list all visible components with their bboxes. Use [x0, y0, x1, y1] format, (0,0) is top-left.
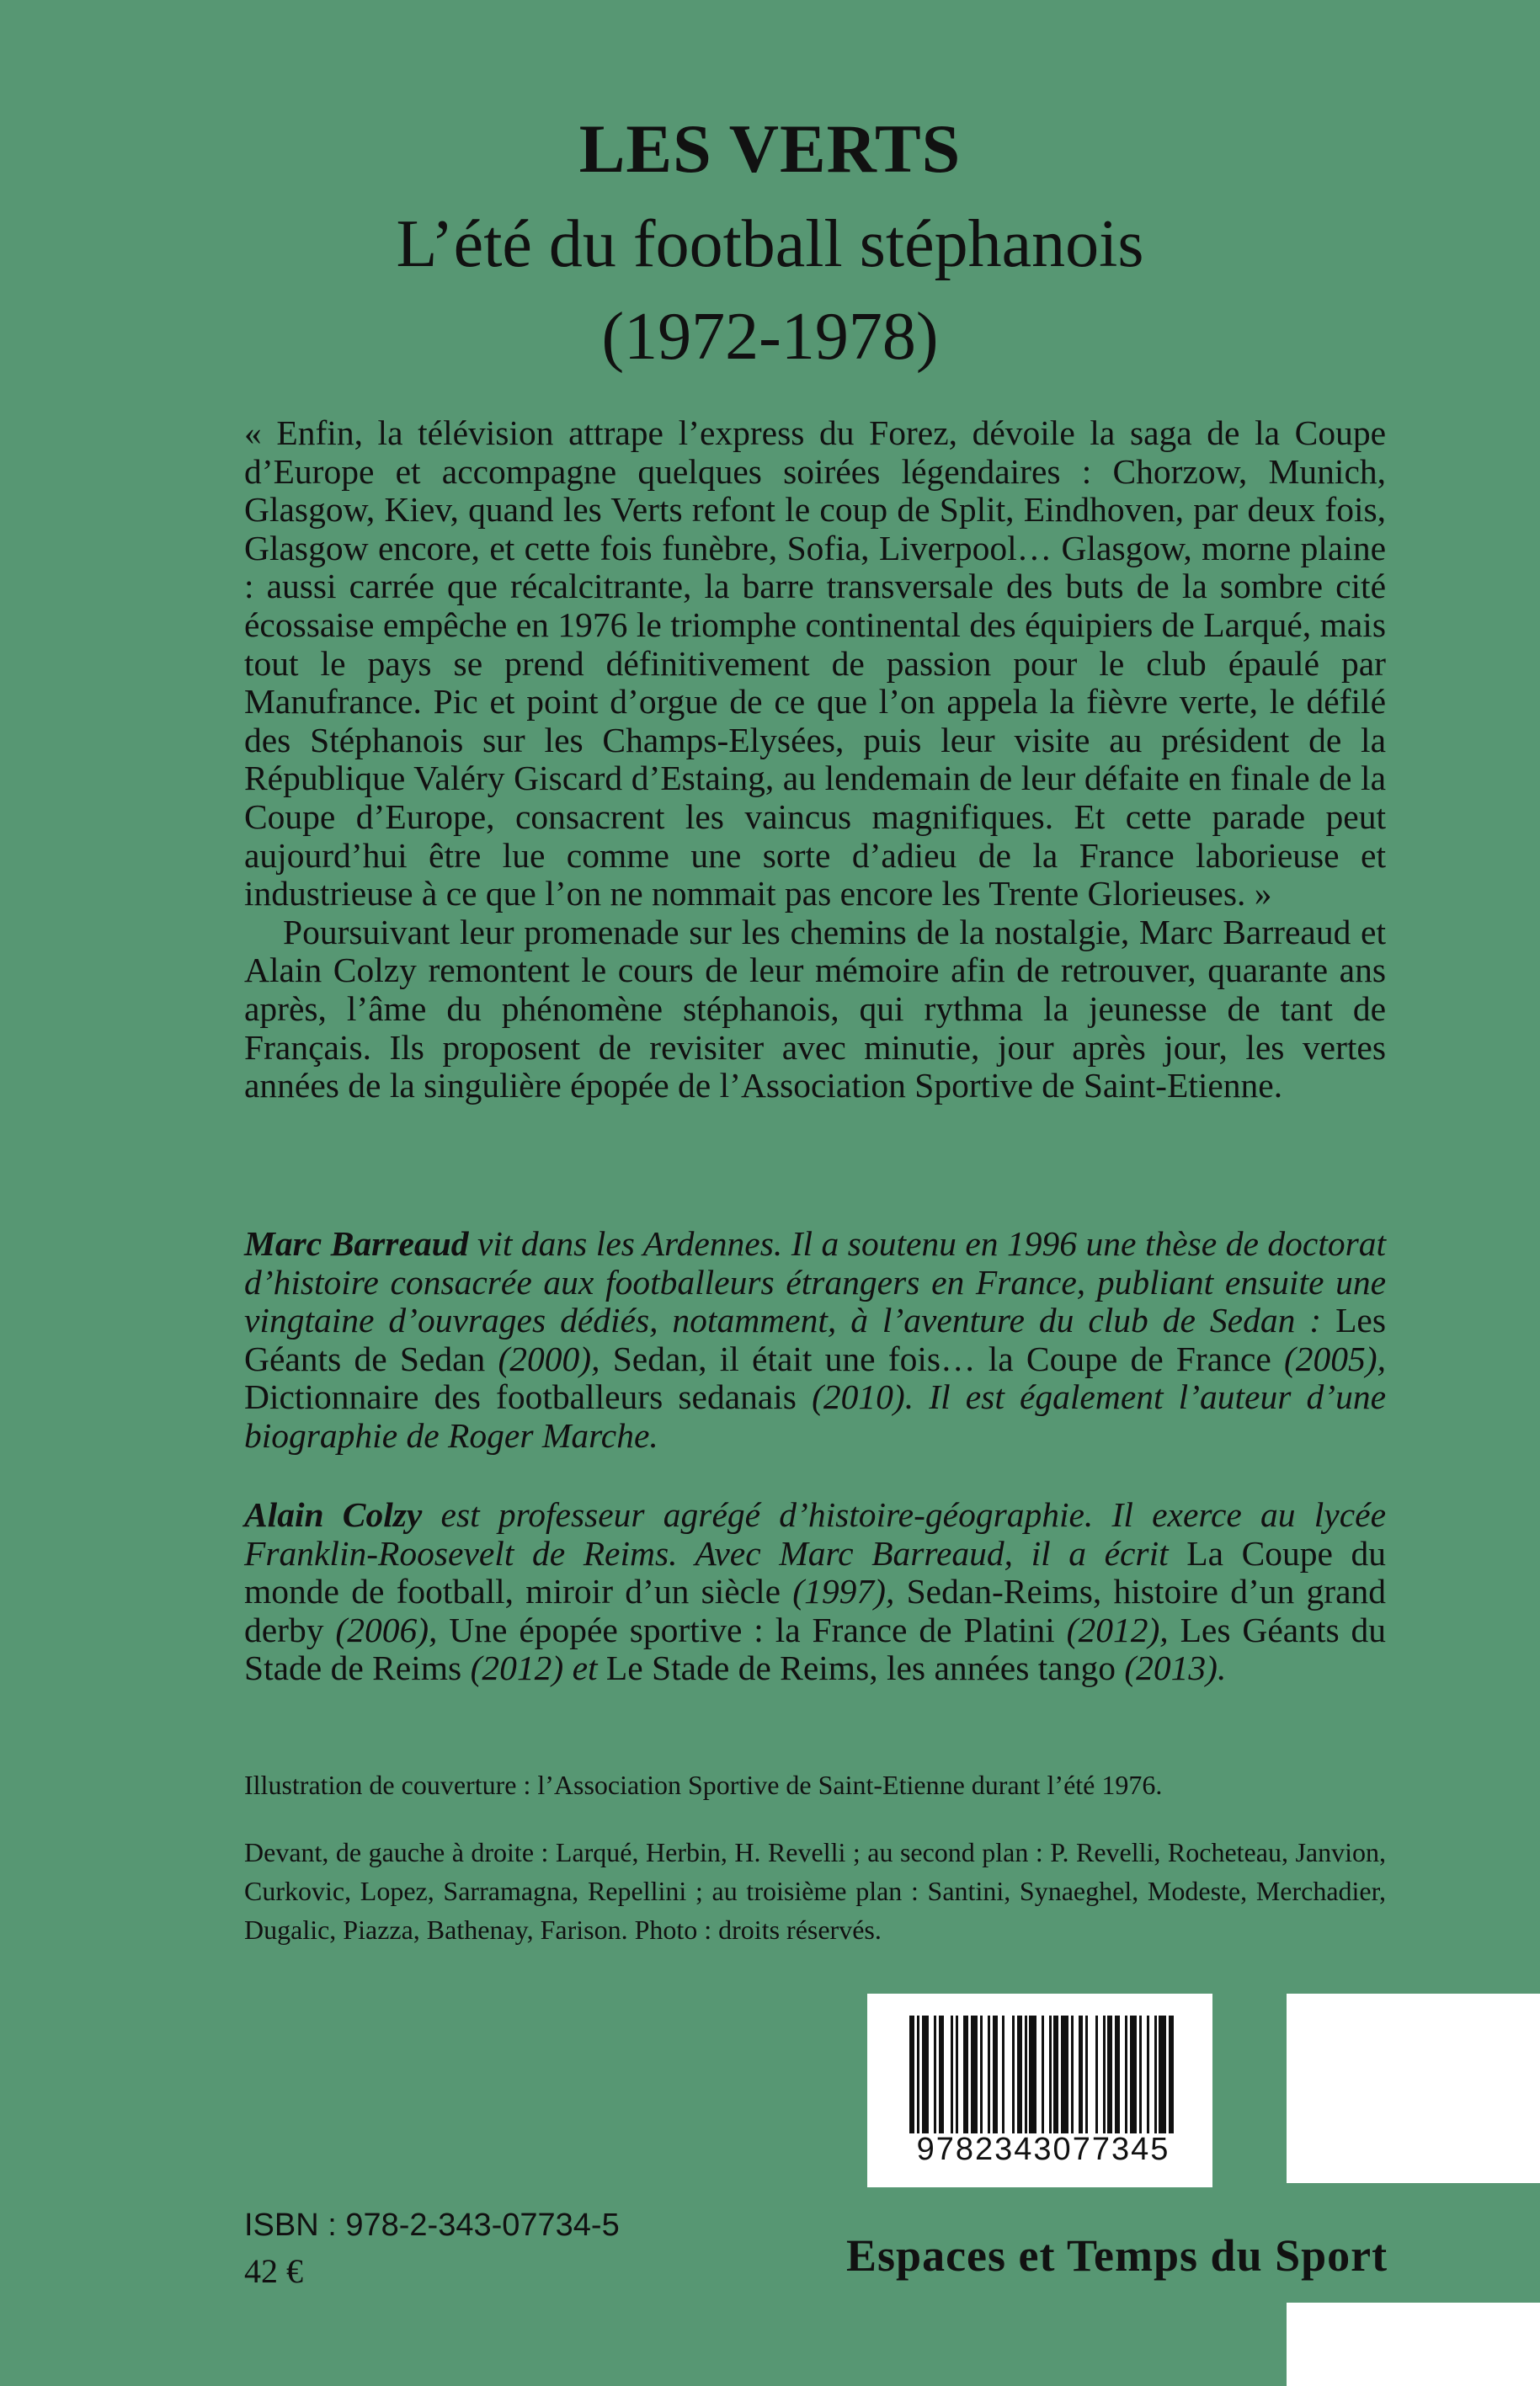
author-bio-barreaud [244, 1225, 1386, 1456]
barcode-bar [1004, 2016, 1012, 2133]
book-ref: Les Géants du Stade de Reims [244, 1610, 1387, 1688]
book-ref: Sedan, il était une fois… la Coupe de France [612, 1339, 1271, 1378]
barcode-bars [909, 2016, 1179, 2133]
caption-line: Devant, de gauche à droite : Larqué, Herbin, H. Revelli ; au second plan : P. Revelli, Rocheteau, Janvion, Curkovic, Lopez, Sarramagna, Repellini ; au troisième plan : Santini, Synaeghel, Modeste, Merchadier, Dugalic, Piazza, Bathenay, Farison. Photo : droits réservés. [244, 1837, 1386, 1945]
cover-caption-players [244, 1833, 1386, 1949]
isbn: ISBN : 978-2-343-07734-5 [244, 2208, 620, 2243]
barcode-bar [1029, 2016, 1036, 2133]
barcode-bar [971, 2016, 978, 2133]
cover-caption [244, 1766, 1386, 1804]
bio-text: (1997), [781, 1572, 907, 1611]
white-panel [1287, 1994, 1540, 2183]
bio-text: (2005), [1271, 1339, 1386, 1378]
bio-text: (2013). [1115, 1648, 1227, 1688]
book-ref: Le Stade de Reims, les années tango [605, 1648, 1116, 1688]
bio-text: (2000), [485, 1339, 613, 1378]
bio-text: (2006), [323, 1610, 450, 1649]
barcode-bar [1088, 2016, 1095, 2133]
book-ref: La Coupe du monde de football, miroir d’un siècle [244, 1533, 1386, 1611]
book-ref: Sedan-Reims, histoire d’un grand derby [244, 1572, 1387, 1649]
series-name: Espaces et Temps du Sport [846, 2230, 1388, 2281]
barcode-bar [1130, 2016, 1138, 2133]
price: 42 € [244, 2252, 303, 2290]
barcode-bar [944, 2016, 951, 2133]
bio-text: est professeur agrégé d’histoire-géographie. Il exerce au lycée Franklin-Roosevelt de Reims. Avec Marc Barreaud, il a écrit [244, 1495, 1386, 1573]
barcode-bar [1159, 2016, 1166, 2133]
bio-text: (2012) et [461, 1648, 606, 1688]
bio-text: vit dans les Ardennes. Il a soutenu en 1996 une thèse de doctorat d’histoire consacrée aux footballeurs étrangers en France, publiant ensuite une vingtaine d’ouvrages dédiés, notamment, à l’aventure du club de Sedan : [244, 1224, 1386, 1340]
blurb-paragraph: Poursuivant leur promenade sur les chemins de la nostalgie, Marc Barreaud et Alain Colzy remontent le cours de leur mémoire afin de retrouver, quarante ans après, l’âme du phénomène stéphanois, qui rythma la jeunesse de tant de Français. Ils proposent de revisiter avec minutie, jour après jour, les vertes années de la singulière épopée de l’Association Sportive de Saint-Etienne. [244, 912, 1386, 1105]
barcode-bar [922, 2016, 930, 2133]
blurb-quote: « Enfin, la télévision attrape l’express du Forez, dévoile la saga de la Coupe d’Europe et accompagne quelques soirées légendaires : Chorzow, Munich, Glasgow, Kiev, quand les Verts refont le coup de Split, Eindhoven, par deux fois, Glasgow encore, et cette fois funèbre, Sofia, Liverpool… Glasgow, morne plaine : aussi carrée que récalcitrante, la barre transversale des buts de la sombre cité écossaise empêche en 1976 le triomphe continental des équipiers de Larqué, mais tout le pays se prend définitivement de passion pour le club épaulé par Manufrance. Pic et point d’orgue de ce que l’on appela la fièvre verte, le défilé des Stéphanois sur les Champs-Elysées, puis leur visite au président de la République Valéry Giscard d’Estaing, au lendemain de leur défaite en finale de la Coupe d’Europe, consacrent les vaincus magnifiques. Et cette parade peut aujourd’hui être lue comme une sorte d’adieu de la France laborieuse et industrieuse à ce que l’on ne nommait pas encore les Trente Glorieuses. » [244, 413, 1386, 913]
bio-text: (2010). Il est également l’auteur d’une biographie de Roger Marche. [244, 1377, 1386, 1455]
book-title: LES VERTS [578, 110, 962, 187]
barcode-bar [1174, 2016, 1179, 2133]
book-ref: Les Géants de Sedan [244, 1301, 1386, 1378]
book-years: (1972-1978) [601, 300, 939, 374]
book-subtitle: L’été du football stéphanois [396, 207, 1144, 281]
barcode-bar [1061, 2016, 1068, 2133]
bio-text: (2012), [1054, 1610, 1180, 1649]
barcode-number: 9782343077345 [916, 2132, 1170, 2167]
caption-line: Illustration de couverture : l’Association Sportive de Saint-Etienne durant l’été 1976. [244, 1770, 1163, 1800]
author-name: Marc Barreaud [244, 1224, 469, 1263]
book-ref: Dictionnaire des footballeurs sedanais [244, 1377, 797, 1417]
barcode [867, 1994, 1212, 2187]
book-ref: Une épopée sportive : la France de Platini [449, 1610, 1055, 1649]
white-panel [1287, 2303, 1540, 2386]
blurb [244, 414, 1386, 1105]
author-name: Alain Colzy [244, 1495, 423, 1534]
author-bio-colzy [244, 1496, 1386, 1688]
